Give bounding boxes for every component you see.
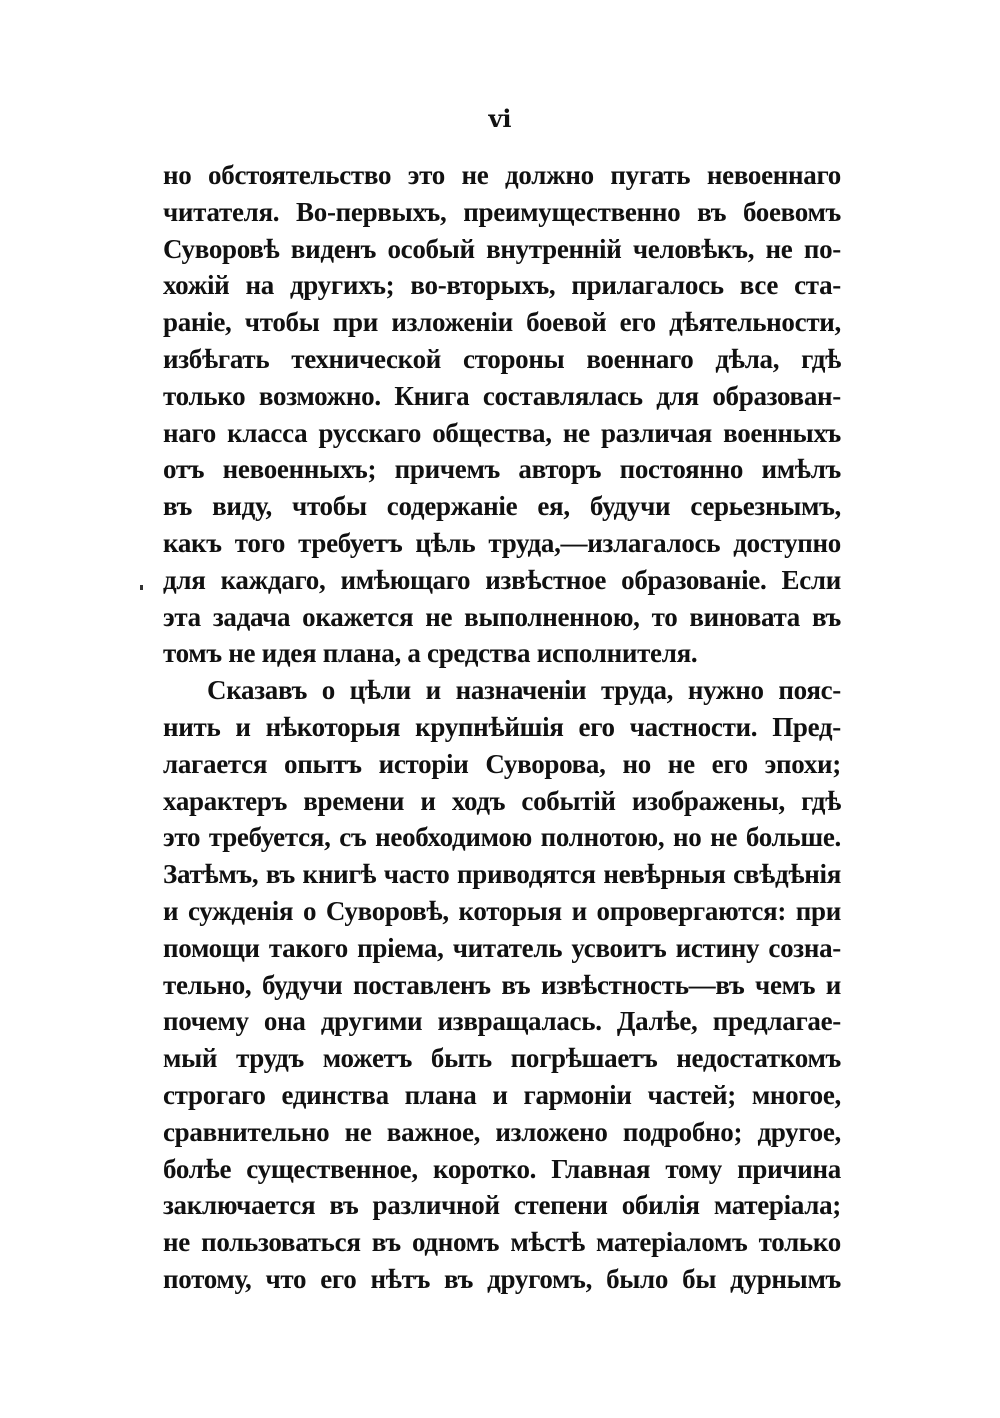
text-line: Сказавъ о цѣли и назначеніи труда, нужно пояс- [207, 675, 841, 706]
text-line: но обстоятельство это не должно пугать невоеннаго [163, 160, 841, 190]
text-line: почему она другими извращалась. Далѣе, предлагае- [163, 1006, 841, 1037]
page-number: vi [488, 104, 512, 133]
text-line: потому, что его нѣтъ въ другомъ, было бы дурнымъ [163, 1263, 841, 1294]
text-line: помощи такого пріема, читатель усвоитъ истину созна- [163, 932, 841, 963]
text-line: эта задача окажется не выполненною, то виновата въ [163, 601, 841, 632]
text-line: характеръ времени и ходъ событій изображены, гдѣ [163, 785, 841, 816]
text-line: болѣе существенное, коротко. Главная тому причина [163, 1153, 841, 1184]
text-line: это требуется, съ необходимою полнотою, но не больше. [163, 822, 841, 853]
paragraph-2 [163, 672, 841, 1298]
scan-speck [140, 585, 143, 590]
text-line: не пользоваться въ одномъ мѣстѣ матеріаломъ только [163, 1227, 841, 1258]
text-line: читателя. Во-первыхъ, преимущественно въ боевомъ [163, 196, 841, 227]
paragraph-1 [163, 157, 841, 672]
text-line: наго класса русскаго общества, не различая военныхъ [163, 417, 841, 448]
text-line: раніе, чтобы при изложеніи боевой его дѣятельности, [163, 307, 841, 338]
text-line: сравнительно не важное, изложено подробно; другое, [163, 1116, 841, 1147]
text-line: нить и нѣкоторыя крупнѣйшія его частности. Пред- [163, 711, 841, 742]
text-line: тельно, будучи поставленъ въ извѣстность—въ чемъ и [163, 969, 841, 1000]
text-line: лагается опытъ исторіи Суворова, но не его эпохи; [163, 748, 841, 779]
body-text [163, 157, 841, 1298]
text-line: хожій на другихъ; во-вторыхъ, прилагалось все ста- [163, 270, 841, 301]
text-line: строгаго единства плана и гармоніи частей; многое, [163, 1079, 841, 1110]
text-line: Затѣмъ, въ книгѣ часто приводятся невѣрныя свѣдѣнія [163, 859, 841, 890]
text-line: мый трудъ можетъ быть погрѣшаетъ недостаткомъ [163, 1043, 841, 1074]
text-line: Суворовѣ виденъ особый внутренній человѣкъ, не по- [163, 233, 841, 264]
text-line: въ виду, чтобы содержаніе ея, будучи серьезнымъ, [163, 491, 841, 522]
text-line: избѣгать технической стороны военнаго дѣла, гдѣ [163, 343, 841, 374]
text-line: только возможно. Книга составлялась для образован- [163, 380, 841, 411]
text-line: какъ того требуетъ цѣль труда,—излагалось доступно [163, 527, 841, 558]
text-line: и сужденія о Суворовѣ, которыя и опровергаются: при [163, 895, 841, 926]
text-line: томъ не идея плана, а средства исполнителя. [163, 638, 698, 669]
text-line: для каждаго, имѣющаго извѣстное образованіе. Если [163, 564, 841, 595]
text-line: заключается въ различной степени обилія матеріала; [163, 1190, 841, 1221]
text-line: отъ невоенныхъ; причемъ авторъ постоянно имѣлъ [163, 454, 841, 485]
